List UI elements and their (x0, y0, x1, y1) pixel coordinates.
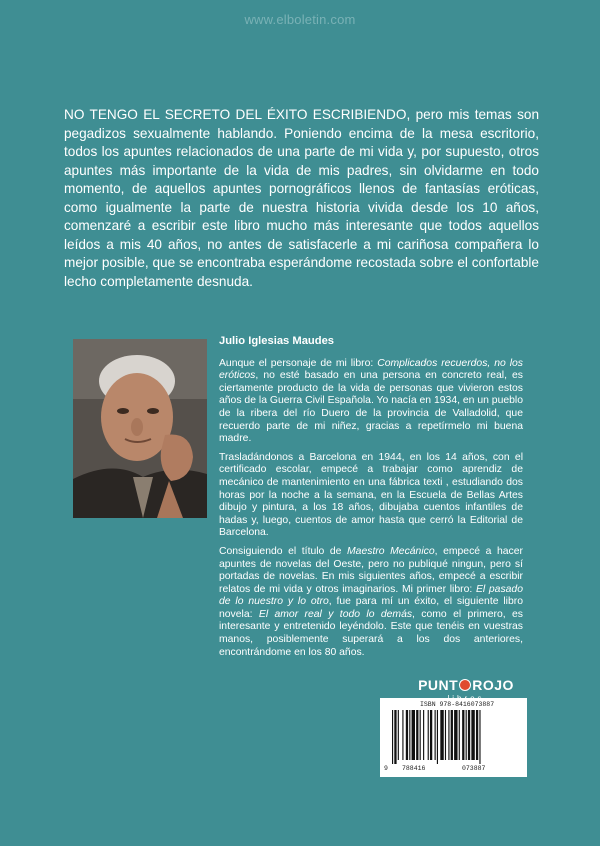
barcode-digits-right: 073887 (462, 765, 486, 772)
barcode-bar (445, 710, 446, 760)
bio-paragraph-3: Consiguiendo el título de Maestro Mecánico, empecé a hacer apuntes de novelas del Oeste, pero no publiqué ningun, pero sí portadas de novelas. En mis siguientes años, empecé a escribir relatos de mi vida y otros imaginarios. Mi primer libro: El pasado de lo nuestro y lo otro, fue para mí un éxito, el siguiente libro novela: El amor real y todo lo demás, como el primero, es interesante y entretenido leyéndolo. Este que tenéis en vuestras manos, posiblemente superará a los dos anteriores, encontrándome en los 80 años. (219, 545, 523, 658)
barcode-bar (479, 710, 480, 764)
barcode-bar (459, 710, 460, 760)
barcode-bar (466, 710, 467, 760)
barcode-bar (409, 710, 410, 760)
barcode-digit-lead: 9 (384, 765, 388, 772)
barcode-bar (471, 710, 474, 760)
author-name: Julio Iglesias Maudes (219, 335, 335, 347)
barcode-bar (392, 710, 393, 764)
barcode-bar (435, 710, 436, 760)
bio-paragraph-2: Trasladándonos a Barcelona en 1944, en los 14 años, con el certificado escolar, empecé a trabajar como aprendiz de mecánico de mantenimiento en una fábrica texti , estudiando dos horas por la noche a la semana, en la Escuela de Bellas Artes dibujo y pintura, a los 18 años, dibujaba cuentos infantiles de hadas y, luego, cuentos de amor hasta que cerró la Editorial de Barcelona. (219, 451, 523, 539)
isbn-number: ISBN 978-8416073887 (420, 701, 495, 708)
author-bio (219, 335, 523, 665)
barcode-bar (437, 710, 438, 764)
barcode-bar (448, 710, 449, 760)
barcode-bar (406, 710, 408, 760)
barcode-bar (398, 710, 399, 760)
barcode-bar (402, 710, 403, 760)
author-photo (73, 339, 207, 518)
barcode-bar (462, 710, 464, 760)
barcode-bar (454, 710, 457, 760)
book-title: Complicados recuerdos, no los eróticos (219, 357, 523, 382)
barcode-bar (423, 710, 424, 760)
bio-paragraph-1: Aunque el personaje de mi libro: Complicados recuerdos, no los eróticos, no esté basado en una persona en concreto real, es ciertamente producto de la vida de personas que vivieron estos años de la Guerra Civil Española. Yo nacía en 1934, en un pueblo de la ribera del río Duero de la provincia de Valladolid, que recuerdo parte de mi niñez, gracias a repetírmelo mi buena madre. (219, 357, 523, 445)
barcode-bar (430, 710, 432, 760)
barcode-digits-left: 788416 (402, 765, 426, 772)
cover-blurb (64, 106, 539, 291)
watermark-text: www.elboletin.com (244, 12, 356, 27)
barcode-bar (394, 710, 396, 764)
barcode-bar (416, 710, 418, 760)
publisher-brand: PUNT ROJO (418, 677, 514, 693)
blurb-lead: NO TENGO EL SECRETO DEL ÉXITO ESCRIBIENDO, (64, 107, 411, 122)
barcode-bar (412, 710, 415, 760)
barcode-bar (440, 710, 443, 760)
barcode-bar (428, 710, 429, 760)
barcode-bar (476, 710, 478, 760)
barcode-bars (392, 710, 516, 764)
barcode-bar (451, 710, 453, 760)
isbn-barcode (380, 698, 527, 777)
barcode-bar (420, 710, 421, 760)
blurb-text: pero mis temas son pegadizos sexualmente hablando. Poniendo encima de la mesa escritorio, todos los apuntes relacionados de una parte de mi vida y, por supuesto, otros apuntes más importante de la vida de mis padres, sin olvidarme en todo momento, de aquellos apuntes pornográficos llenos de fantasías eróticas, como igualmente la parte de nuestra historia vivida desde los 10 años, comenzaré a escribir este libro mucho más interesante que todos aquellos leídos a mis 40 años, no antes de satisfacerle a mi cariñosa compañera lo mejor posible, que se encontraba esperándome recostada sobre el confortable lecho completamente desnuda. (64, 107, 540, 289)
red-dot-icon (459, 679, 471, 691)
barcode-bar (468, 710, 470, 760)
